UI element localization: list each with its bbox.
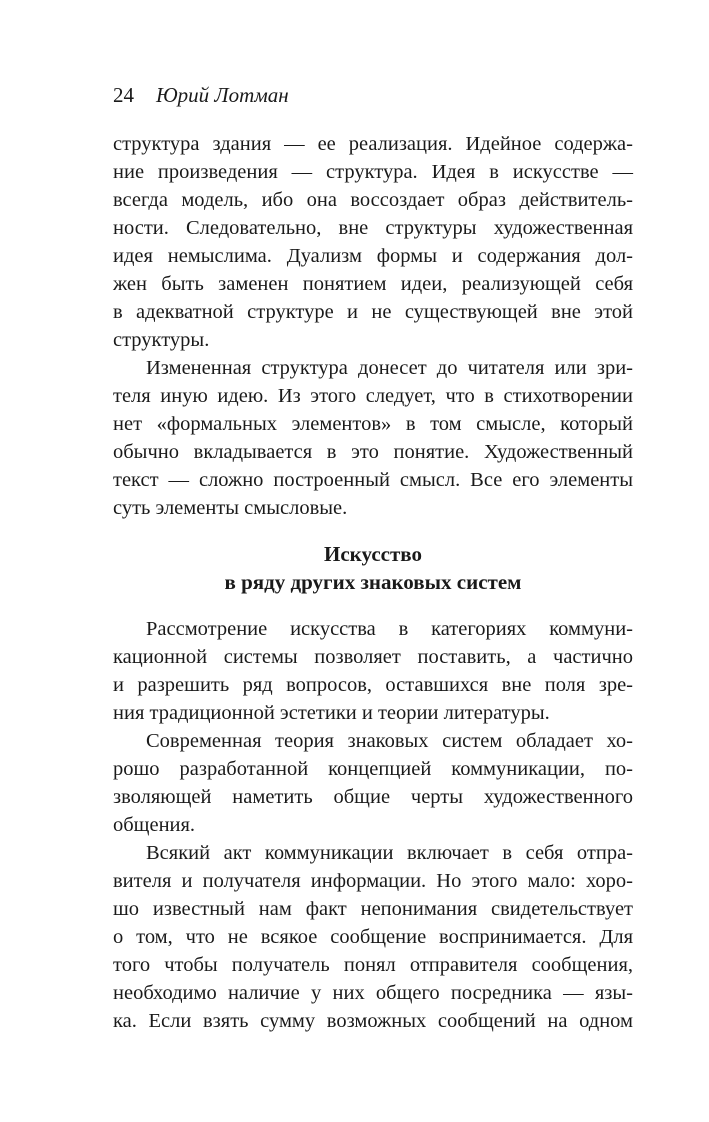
paragraph <box>113 354 633 522</box>
text-block-2 <box>113 615 633 1035</box>
paragraph <box>113 839 633 1035</box>
text-line: шо известный нам факт непонимания свидетельствует <box>113 898 633 920</box>
text-line: нет «формальных элементов» в том смысле, который <box>113 413 633 435</box>
text-line: Рассмотрение искусства в категориях коммуни- <box>146 618 633 640</box>
text-line: текст — сложно построенный смысл. Все его элементы <box>113 469 633 491</box>
paragraph <box>113 727 633 839</box>
text-line: всегда модель, ибо она воссоздает образ действитель- <box>113 189 633 211</box>
text-line: рошо разработанной концепцией коммуникации, по- <box>113 758 633 780</box>
text-line: ния традиционной эстетики и теории литературы. <box>113 702 550 724</box>
text-line: общения. <box>113 814 196 836</box>
text-line: обычно вкладывается в это понятие. Художественный <box>113 441 633 463</box>
text-line: кационной системы позволяет поставить, а частично <box>113 646 633 668</box>
page-number: 24 <box>113 83 134 107</box>
section-heading-line-1: Искусство <box>324 542 422 566</box>
text-line: ности. Следовательно, вне структуры художественная <box>113 217 633 239</box>
text-line: зволяющей наметить общие черты художественного <box>113 786 633 808</box>
text-line: о том, что не всякое сообщение воспринимается. Для <box>113 926 633 948</box>
section-heading <box>113 540 633 596</box>
text-block-1 <box>113 130 633 522</box>
text-line: необходимо наличие у них общего посредника — язы- <box>113 982 633 1004</box>
text-line: того чтобы получатель понял отправителя сообщения, <box>113 954 633 976</box>
text-line: Современная теория знаковых систем обладает хо- <box>146 730 633 752</box>
text-line: теля иную идею. Из этого следует, что в стихотворении <box>113 385 633 407</box>
text-line: структура здания — ее реализация. Идейное содержа- <box>113 133 633 155</box>
text-line: ка. Если взять сумму возможных сообщений на одном <box>113 1010 633 1032</box>
paragraph <box>113 615 633 727</box>
running-header <box>113 82 289 108</box>
text-line: структуры. <box>113 329 210 351</box>
text-line: в адекватной структуре и не существующей вне этой <box>113 301 633 323</box>
running-author: Юрий Лотман <box>156 83 289 107</box>
text-line: Измененная структура донесет до читателя или зри- <box>146 357 633 379</box>
text-line: идея немыслима. Дуализм формы и содержания дол- <box>113 245 633 267</box>
paragraph-continuation <box>113 130 633 354</box>
text-line: жен быть заменен понятием идеи, реализующей себя <box>113 273 633 295</box>
text-line: Всякий акт коммуникации включает в себя отпра- <box>146 842 633 864</box>
text-line: и разрешить ряд вопросов, оставшихся вне поля зре- <box>113 674 633 696</box>
section-heading-line-2: в ряду других знаковых систем <box>224 570 522 594</box>
text-line: вителя и получателя информации. Но этого мало: хоро- <box>113 870 633 892</box>
text-line: суть элементы смысловые. <box>113 497 348 519</box>
text-line: ние произведения — структура. Идея в искусстве — <box>113 161 633 183</box>
